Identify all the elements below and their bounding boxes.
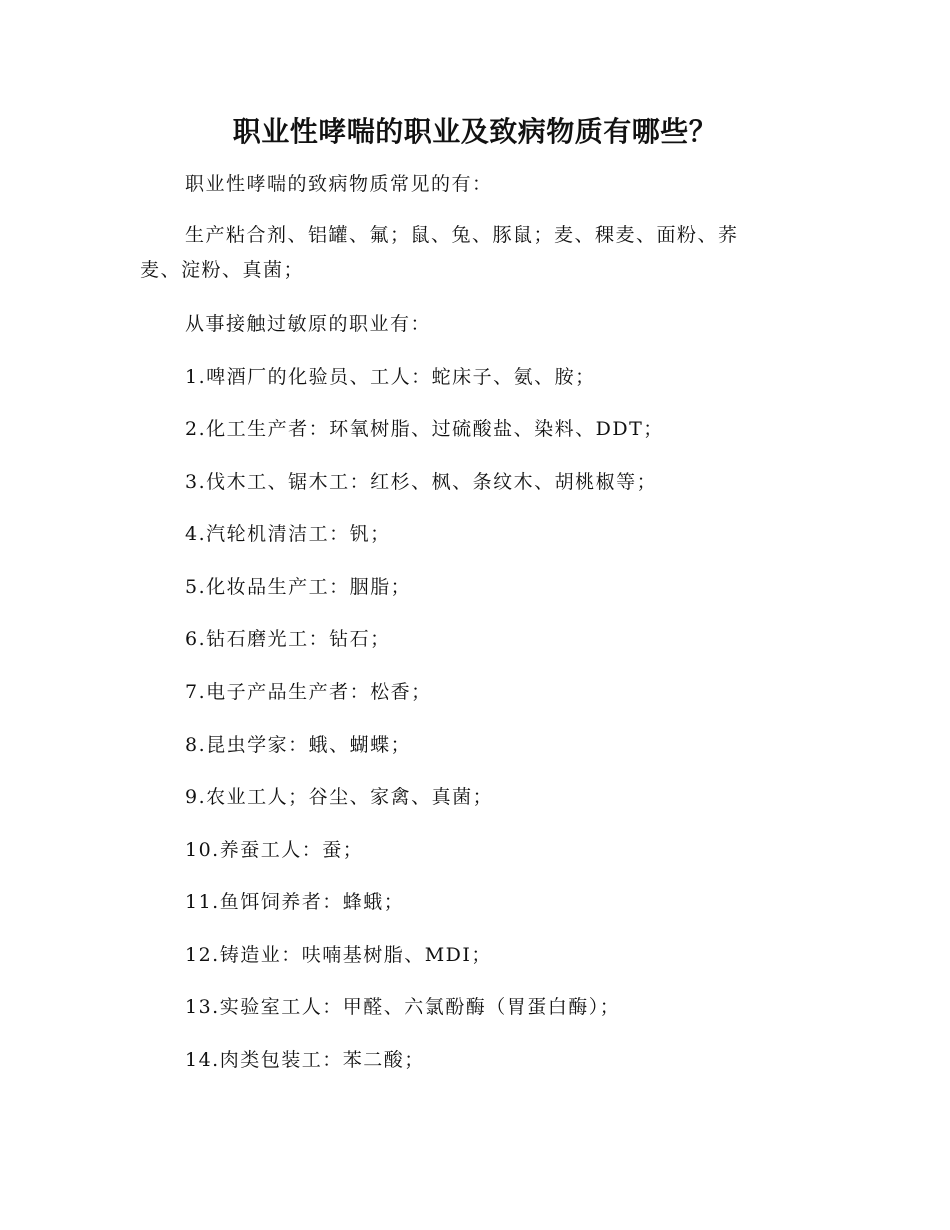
list-item: 6.钻石磨光工：钻石； bbox=[185, 628, 391, 650]
list-item: 4.汽轮机清洁工：钒； bbox=[185, 523, 391, 545]
list-item: 3.伐木工、锯木工：红杉、枫、条纹木、胡桃椒等； bbox=[185, 471, 658, 493]
list-item: 14.肉类包装工：苯二酸； bbox=[185, 1049, 425, 1071]
list-item: 8.昆虫学家：蛾、蝴蝶； bbox=[185, 734, 412, 756]
list-item: 10.养蚕工人：蚕； bbox=[185, 839, 364, 861]
list-item: 2.化工生产者：环氧树脂、过硫酸盐、染料、DDT； bbox=[185, 418, 664, 440]
intro-paragraph: 职业性哮喘的致病物质常见的有： bbox=[185, 173, 493, 195]
list-item: 9.农业工人；谷尘、家禽、真菌； bbox=[185, 786, 494, 808]
occupations-intro: 从事接触过敏原的职业有： bbox=[185, 313, 432, 335]
list-item: 12.铸造业：呋喃基树脂、MDI； bbox=[185, 944, 492, 966]
substances-line-1: 生产粘合剂、铝罐、氟；鼠、兔、豚鼠；麦、稞麦、面粉、荞 bbox=[185, 224, 739, 246]
list-item: 1.啤酒厂的化验员、工人：蛇床子、氨、胺； bbox=[185, 366, 596, 388]
list-item: 7.电子产品生产者：松香； bbox=[185, 681, 432, 703]
substances-line-2: 麦、淀粉、真菌； bbox=[140, 259, 305, 281]
list-item: 11.鱼饵饲养者：蜂蛾； bbox=[185, 891, 405, 913]
list-item: 13.实验室工人：甲醛、六氯酚酶（胃蛋白酶）； bbox=[185, 996, 621, 1018]
document-title: 职业性哮喘的职业及致病物质有哪些？ bbox=[232, 115, 718, 148]
list-item: 5.化妆品生产工：胭脂； bbox=[185, 576, 412, 598]
